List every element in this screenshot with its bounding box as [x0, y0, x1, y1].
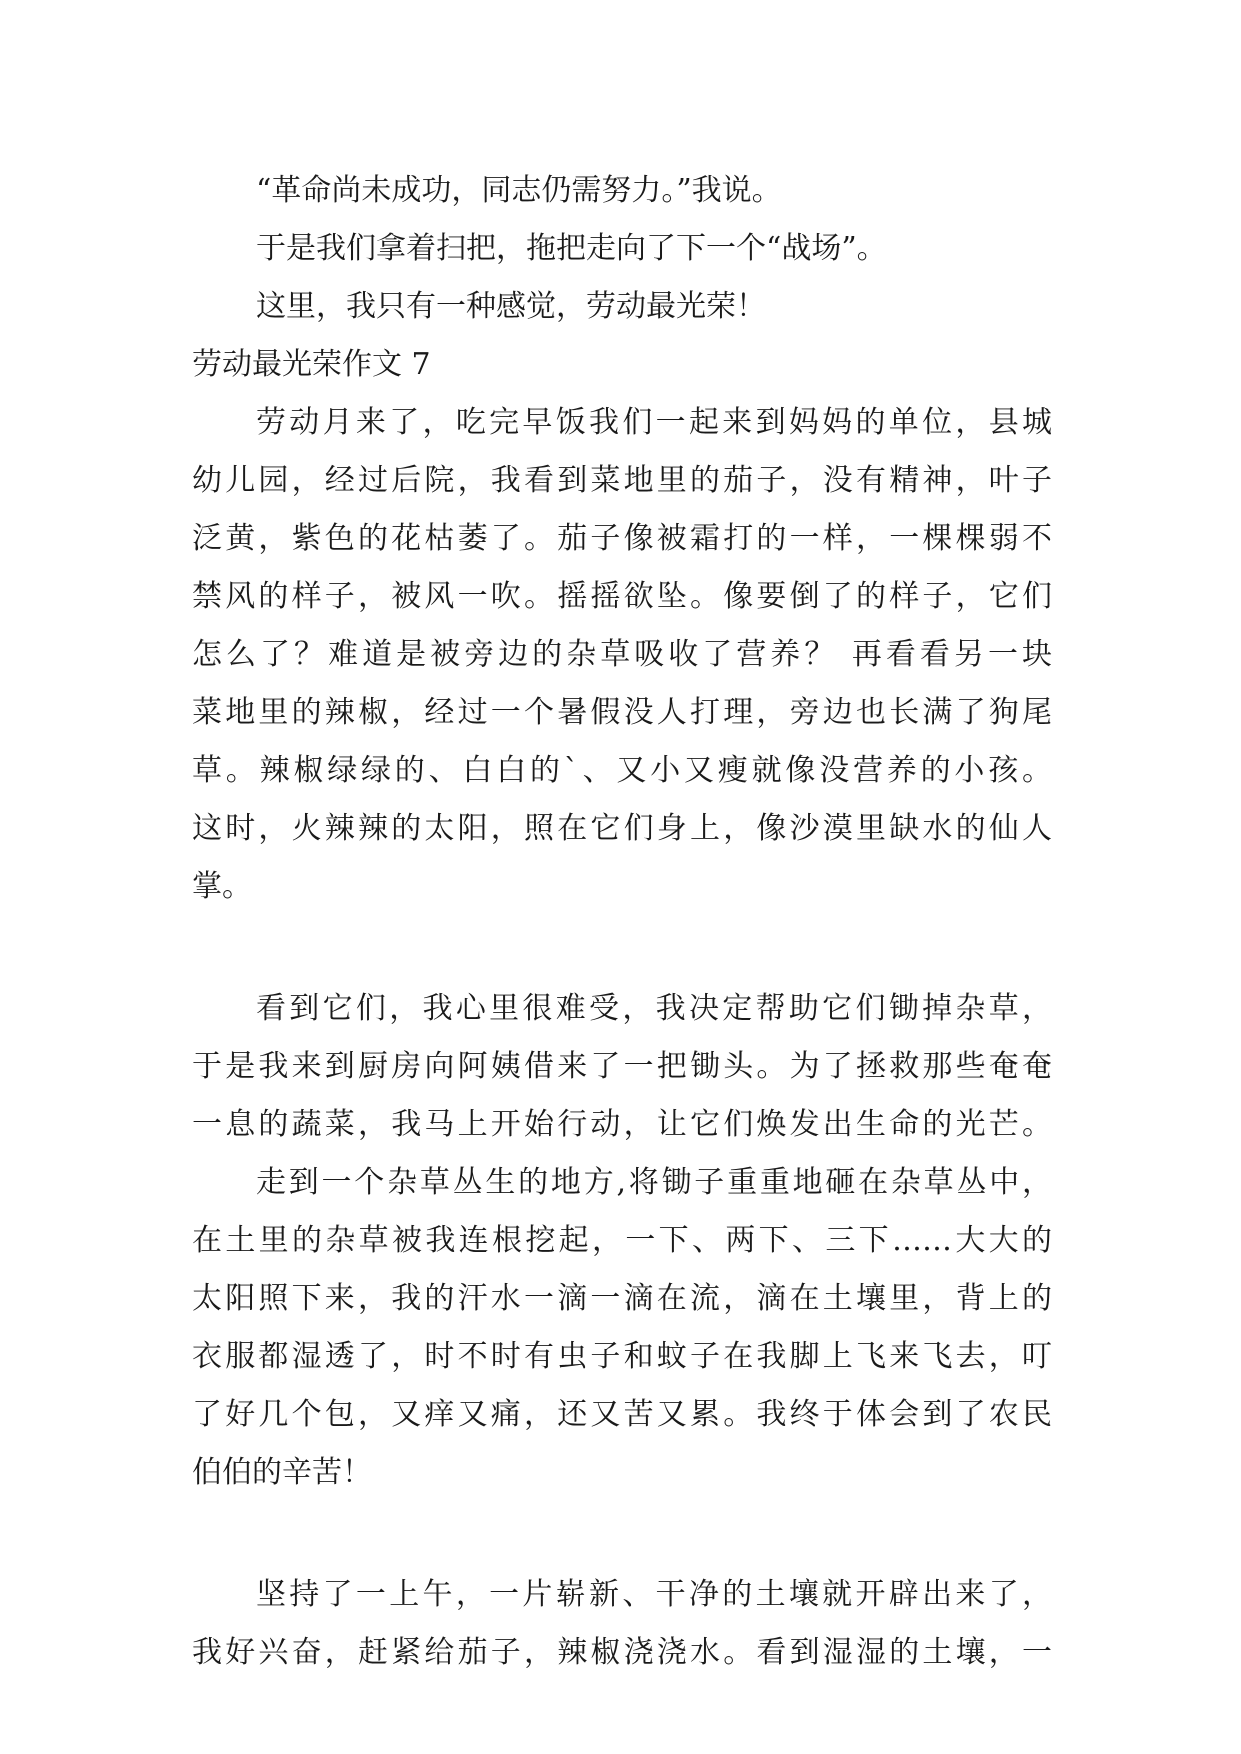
paragraph-3 — [192, 278, 1052, 336]
paragraph-gap — [192, 916, 1052, 980]
paragraph-6 — [192, 1154, 1052, 1502]
text-line: 这里，我只有一种感觉，劳动最光荣！ — [256, 289, 766, 324]
text-line: 幼儿园，经过后院，我看到菜地里的茄子，没有精神，叶子 — [192, 463, 1052, 498]
text-line: 我好兴奋，赶紧给茄子，辣椒浇浇水。看到湿湿的土壤，一 — [192, 1635, 1052, 1670]
paragraph-5 — [192, 980, 1052, 1154]
text-line: 太阳照下来，我的汗水一滴一滴在流，滴在土壤里，背上的 — [192, 1281, 1052, 1316]
paragraph-gap — [192, 1502, 1052, 1566]
paragraph-2 — [192, 220, 1052, 278]
paragraph-7 — [192, 1566, 1052, 1682]
text-line: 掌。 — [192, 869, 252, 904]
text-line: 一息的蔬菜，我马上开始行动，让它们焕发出生命的光芒。 — [192, 1107, 1052, 1142]
text-line: 在土里的杂草被我连根挖起，一下、两下、三下……大大的 — [192, 1223, 1052, 1258]
section-heading: 劳动最光荣作文 7 — [192, 347, 431, 382]
text-line: 禁风的样子，被风一吹。摇摇欲坠。像要倒了的样子，它们 — [192, 579, 1052, 614]
text-line: 看到它们，我心里很难受，我决定帮助它们锄掉杂草， — [256, 991, 1052, 1026]
text-line: “革命尚未成功，同志仍需努力。”我说。 — [256, 173, 782, 208]
text-line: 坚持了一上午，一片崭新、干净的土壤就开辟出来了， — [256, 1577, 1052, 1612]
text-line: 走到一个杂草丛生的地方,将锄子重重地砸在杂草丛中， — [256, 1165, 1052, 1200]
text-line: 这时，火辣辣的太阳，照在它们身上，像沙漠里缺水的仙人 — [192, 811, 1052, 846]
text-line: 劳动月来了，吃完早饭我们一起来到妈妈的单位，县城 — [256, 405, 1052, 440]
text-line: 于是我来到厨房向阿姨借来了一把锄头。为了拯救那些奄奄 — [192, 1049, 1052, 1084]
text-line: 了好几个包，又痒又痛，还又苦又累。我终于体会到了农民 — [192, 1397, 1052, 1432]
text-line: 伯伯的辛苦！ — [192, 1455, 372, 1490]
text-line: 于是我们拿着扫把，拖把走向了下一个“战场”。 — [256, 231, 887, 266]
document-page — [192, 162, 1052, 1682]
paragraph-1 — [192, 162, 1052, 220]
text-line: 衣服都湿透了，时不时有虫子和蚊子在我脚上飞来飞去，叮 — [192, 1339, 1052, 1374]
text-line: 泛黄，紫色的花枯萎了。茄子像被霜打的一样，一棵棵弱不 — [192, 521, 1052, 556]
paragraph-4 — [192, 394, 1052, 916]
text-line: 怎么了？难道是被旁边的杂草吸收了营养？ 再看看另一块 — [192, 637, 1052, 672]
text-line: 菜地里的辣椒，经过一个暑假没人打理，旁边也长满了狗尾 — [192, 695, 1052, 730]
text-line: 草。辣椒绿绿的、白白的`、又小又瘦就像没营养的小孩。 — [192, 753, 1052, 788]
